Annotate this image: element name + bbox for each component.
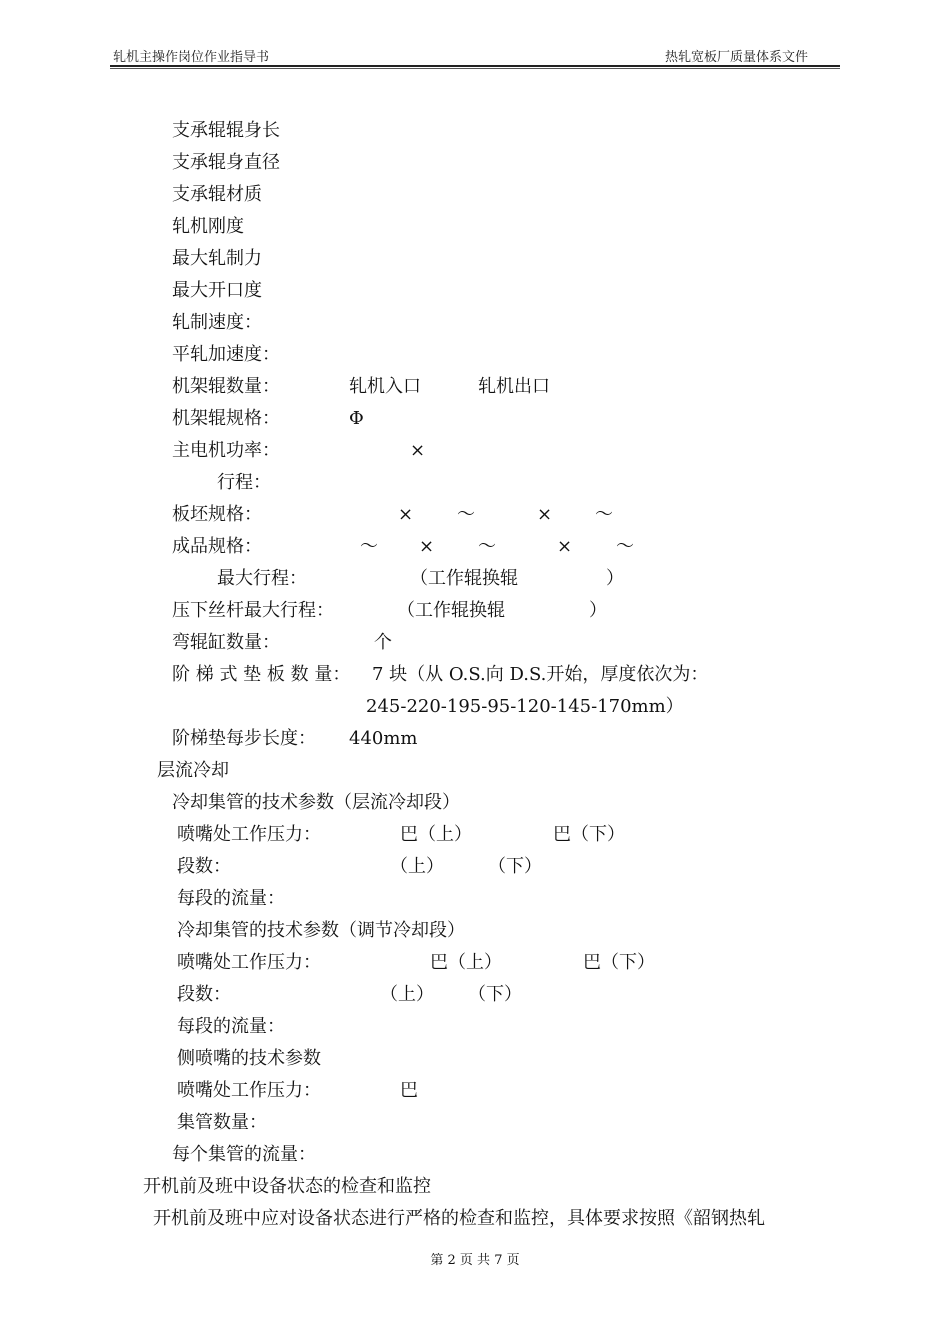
text-line-30-seg-1: 巴 (400, 1080, 418, 1101)
text-line-22-seg-2: 巴（下） (553, 824, 625, 845)
text-line-13-seg-2: × (419, 536, 435, 557)
text-line-9-seg-1: Φ (349, 408, 364, 429)
text-line-22-seg-0: 喷嘴处工作压力： (177, 824, 321, 845)
text-line-32-seg-0: 每个集管的流量： (172, 1144, 316, 1165)
text-line-15-seg-2: ） (589, 600, 607, 621)
header-doc-system: 热轧宽板厂质量体系文件 (664, 50, 808, 65)
text-line-23-seg-1: （上） (390, 856, 444, 877)
text-line-25-seg-0: 冷却集管的技术参数（调节冷却段） (177, 920, 465, 941)
text-line-9-seg-0: 机架辊规格： (172, 408, 280, 429)
text-line-26-seg-2: 巴（下） (583, 952, 655, 973)
page-number: 第 2 页 共 7 页 (430, 1253, 520, 1268)
text-line-33-seg-0: 开机前及班中设备状态的检查和监控 (143, 1176, 431, 1197)
text-line-7-seg-0: 平轧加速度： (172, 344, 280, 365)
text-line-0-seg-0: 支承辊辊身长 (172, 120, 280, 141)
text-line-12-seg-1: × (398, 504, 414, 525)
text-line-16-seg-1: 个 (374, 632, 392, 653)
text-line-17-seg-0: 阶 梯 式 垫 板 数 量： (172, 664, 351, 685)
text-line-10-seg-0: 主电机功率： (172, 440, 280, 461)
text-line-22-seg-1: 巴（上） (400, 824, 472, 845)
text-line-8-seg-0: 机架辊数量： (172, 376, 280, 397)
text-line-16-seg-0: 弯辊缸数量： (172, 632, 280, 653)
text-line-17-seg-1: 7 块（从 O.S.向 D.S.开始，厚度依次为： (372, 664, 709, 685)
text-line-19-seg-1: 440mm (349, 728, 418, 749)
text-line-18-seg-0: 245-220-195-95-120-145-170mm） (366, 696, 684, 717)
text-line-14-seg-2: ） (606, 568, 624, 589)
text-line-10-seg-1: × (410, 440, 426, 461)
header-doc-title: 轧机主操作岗位作业指导书 (113, 50, 270, 65)
text-line-27-seg-2: （下） (468, 984, 522, 1005)
text-line-23-seg-2: （下） (488, 856, 542, 877)
text-line-29-seg-0: 侧喷嘴的技术参数 (177, 1048, 321, 1069)
text-line-24-seg-0: 每段的流量： (177, 888, 285, 909)
text-line-23-seg-0: 段数： (177, 856, 231, 877)
text-line-30-seg-0: 喷嘴处工作压力： (177, 1080, 321, 1101)
text-line-13-seg-5: ～ (616, 536, 634, 557)
text-line-4-seg-0: 最大轧制力 (172, 248, 262, 269)
text-line-8-seg-2: 轧机出口 (478, 376, 550, 397)
text-line-12-seg-0: 板坯规格： (172, 504, 262, 525)
text-line-11-seg-0: 行程： (217, 472, 271, 493)
text-line-13-seg-4: × (557, 536, 573, 557)
text-line-20-seg-0: 层流冷却 (157, 760, 229, 781)
header-rule (110, 65, 840, 67)
text-line-34-seg-0: 开机前及班中应对设备状态进行严格的检查和监控，具体要求按照《韶钢热轧 (153, 1208, 765, 1229)
text-line-1-seg-0: 支承辊身直径 (172, 152, 280, 173)
text-line-26-seg-1: 巴（上） (430, 952, 502, 973)
text-line-13-seg-0: 成品规格： (172, 536, 262, 557)
text-line-3-seg-0: 轧机刚度 (172, 216, 244, 237)
text-line-27-seg-0: 段数： (177, 984, 231, 1005)
text-line-6-seg-0: 轧制速度： (172, 312, 262, 333)
text-line-15-seg-0: 压下丝杆最大行程： (172, 600, 334, 621)
text-line-14-seg-1: （工作辊换辊 (410, 568, 518, 589)
text-line-13-seg-1: ～ (360, 536, 378, 557)
text-line-12-seg-3: × (537, 504, 553, 525)
text-line-19-seg-0: 阶梯垫每步长度： (172, 728, 316, 749)
text-line-31-seg-0: 集管数量： (177, 1112, 267, 1133)
text-line-12-seg-4: ～ (595, 504, 613, 525)
text-line-12-seg-2: ～ (457, 504, 475, 525)
text-line-14-seg-0: 最大行程： (217, 568, 307, 589)
text-line-5-seg-0: 最大开口度 (172, 280, 262, 301)
text-line-28-seg-0: 每段的流量： (177, 1016, 285, 1037)
header-rule-thin (110, 68, 840, 69)
text-line-2-seg-0: 支承辊材质 (172, 184, 262, 205)
text-line-21-seg-0: 冷却集管的技术参数（层流冷却段） (172, 792, 460, 813)
text-line-15-seg-1: （工作辊换辊 (397, 600, 505, 621)
text-line-13-seg-3: ～ (478, 536, 496, 557)
text-line-26-seg-0: 喷嘴处工作压力： (177, 952, 321, 973)
text-line-27-seg-1: （上） (380, 984, 434, 1005)
text-line-8-seg-1: 轧机入口 (349, 376, 421, 397)
